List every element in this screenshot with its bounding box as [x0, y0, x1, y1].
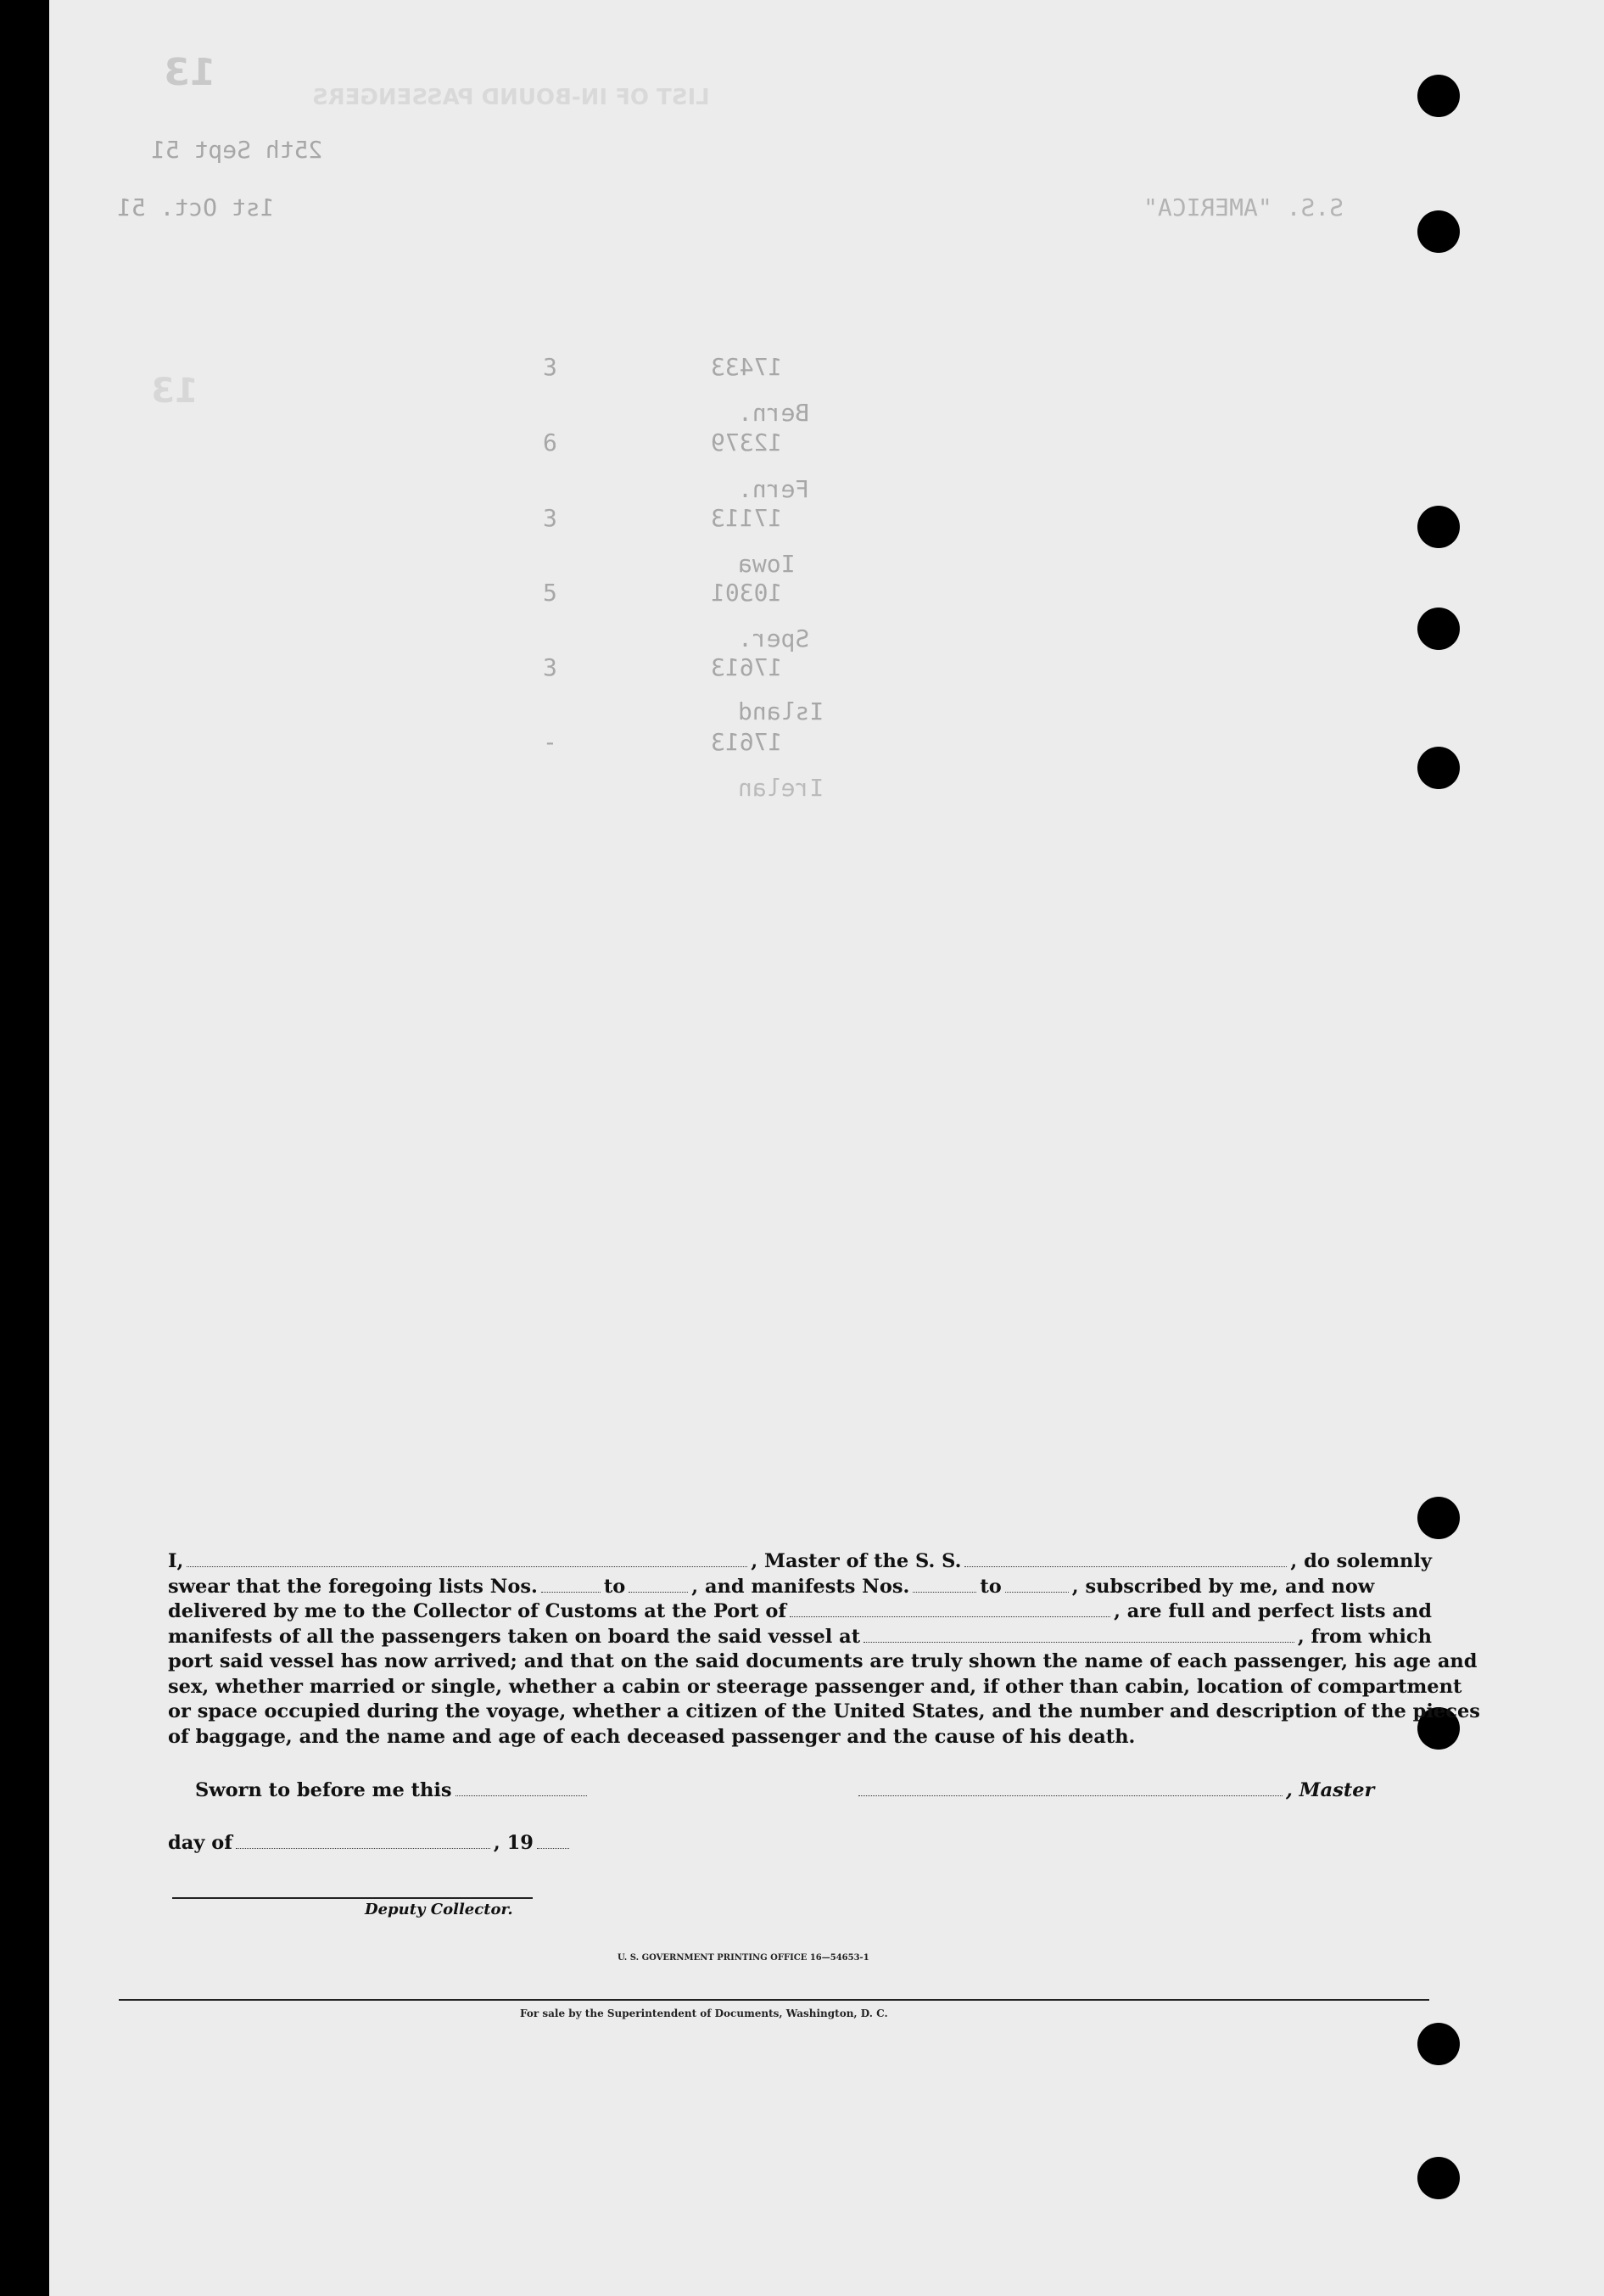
master-signature-field[interactable] — [858, 1778, 1283, 1796]
bleed-corner-number-2: 13 — [151, 372, 198, 411]
bleed-date-1: 25th Sept 51 — [151, 136, 323, 164]
bleed-ship: S.S. "AMERICA" — [1143, 193, 1344, 221]
bleed-entry: Fern. — [738, 475, 810, 503]
punch-hole-8 — [1417, 2023, 1460, 2065]
lists-to-field[interactable] — [629, 1575, 688, 1593]
year-field[interactable] — [537, 1831, 569, 1849]
bleed-number: 3 — [543, 353, 557, 381]
bleed-entry: 17113 — [711, 504, 783, 532]
footer-rule — [119, 1999, 1429, 2001]
oath-text: , and manifests Nos. — [691, 1575, 910, 1598]
punch-hole-5 — [1417, 747, 1460, 789]
oath-text: sex, whether married or single, whether a cabin or steerage passenger and, if other than cabin, location of compartment — [168, 1675, 1462, 1698]
oath-text: , are full and perfect lists and — [1114, 1600, 1432, 1622]
oath-text: manifests of all the passengers taken on board the said vessel at — [168, 1625, 861, 1648]
oath-text: , Master of the S. S. — [751, 1550, 962, 1572]
punch-hole-4 — [1417, 608, 1460, 650]
bleed-entry: 17433 — [711, 353, 783, 381]
bleed-entry: 10301 — [711, 579, 783, 607]
master-label: , Master — [1286, 1779, 1375, 1801]
bleed-entry: 17613 — [711, 728, 783, 756]
oath-line-8 — [168, 1725, 1432, 1750]
deputy-signature-line[interactable] — [172, 1897, 533, 1899]
oath-line-5 — [168, 1649, 1478, 1675]
oath-text: to — [603, 1575, 626, 1598]
oath-text: delivered by me to the Collector of Customs at the Port of — [168, 1600, 787, 1622]
manifests-to-field[interactable] — [1005, 1575, 1069, 1593]
bleed-number: 3 — [543, 504, 557, 532]
oath-text: , from which — [1297, 1625, 1432, 1648]
bleed-entry: 12379 — [711, 428, 783, 456]
bleed-entry: Island — [738, 697, 824, 725]
oath-text: or space occupied during the voyage, whether a citizen of the United States, and the number and description of the pieces — [168, 1700, 1480, 1722]
punch-hole-6 — [1417, 1497, 1460, 1539]
oath-text: port said vessel has now arrived; and that on the said documents are truly shown the name of each passenger, his age and — [168, 1650, 1478, 1672]
oath-text: swear that the foregoing lists Nos. — [168, 1575, 538, 1598]
oath-text: , subscribed by me, and now — [1071, 1575, 1375, 1598]
document-page — [49, 0, 1604, 2296]
punch-hole-3 — [1417, 506, 1460, 548]
oath-text: , do solemnly — [1290, 1550, 1432, 1572]
bleed-entry: Bern. — [738, 399, 810, 427]
day-of-label: day of , 19 — [168, 1831, 573, 1854]
manifests-from-field[interactable] — [913, 1575, 976, 1593]
oath-paragraph — [168, 1549, 1480, 1750]
bleed-number: - — [543, 728, 557, 756]
lists-from-field[interactable] — [541, 1575, 601, 1593]
port-field[interactable] — [790, 1599, 1110, 1617]
bleed-number: 5 — [543, 579, 557, 607]
master-signature-line — [855, 1778, 1374, 1801]
bleed-entry: Sper. — [738, 624, 810, 652]
for-sale-note: For sale by the Superintendent of Documents, Washington, D. C. — [520, 2008, 888, 2019]
oath-text: I, — [168, 1550, 184, 1572]
ship-name-field[interactable] — [964, 1549, 1287, 1567]
oath-line-4 — [168, 1625, 1432, 1650]
oath-line-2 — [168, 1575, 1432, 1600]
printing-office-note: U. S. GOVERNMENT PRINTING OFFICE 16—54653-1 — [618, 1953, 869, 1963]
bleed-date-2: 1st Oct. 51 — [117, 193, 275, 221]
bleed-entry: 17613 — [711, 653, 783, 681]
bleed-number: 6 — [543, 428, 557, 456]
oath-line-1 — [168, 1549, 1432, 1575]
corner-number: 13 — [164, 51, 216, 94]
oath-line-6 — [168, 1675, 1462, 1700]
day-month-field[interactable] — [236, 1831, 490, 1849]
punch-hole-2 — [1417, 210, 1460, 253]
sworn-date-field[interactable] — [455, 1778, 587, 1796]
bleed-entry: Irelan — [738, 774, 824, 802]
bleed-entry: Iowa — [738, 550, 796, 578]
year-label: , 19 — [493, 1832, 534, 1854]
oath-line-7 — [168, 1700, 1480, 1725]
oath-line-3 — [168, 1599, 1432, 1625]
port-of-embarkation-field[interactable] — [863, 1625, 1294, 1643]
header-ghost: LIST OF IN-BOUND PASSENGERS — [312, 85, 710, 110]
oath-text: to — [980, 1575, 1002, 1598]
deputy-collector-label: Deputy Collector. — [365, 1901, 513, 1918]
punch-hole-1 — [1417, 75, 1460, 117]
master-name-field[interactable] — [187, 1549, 747, 1567]
bleed-number: 3 — [543, 653, 557, 681]
sworn-label: Sworn to before me this — [195, 1778, 590, 1801]
oath-text: of baggage, and the name and age of each deceased passenger and the cause of his death. — [168, 1725, 1136, 1748]
punch-hole-9 — [1417, 2157, 1460, 2199]
